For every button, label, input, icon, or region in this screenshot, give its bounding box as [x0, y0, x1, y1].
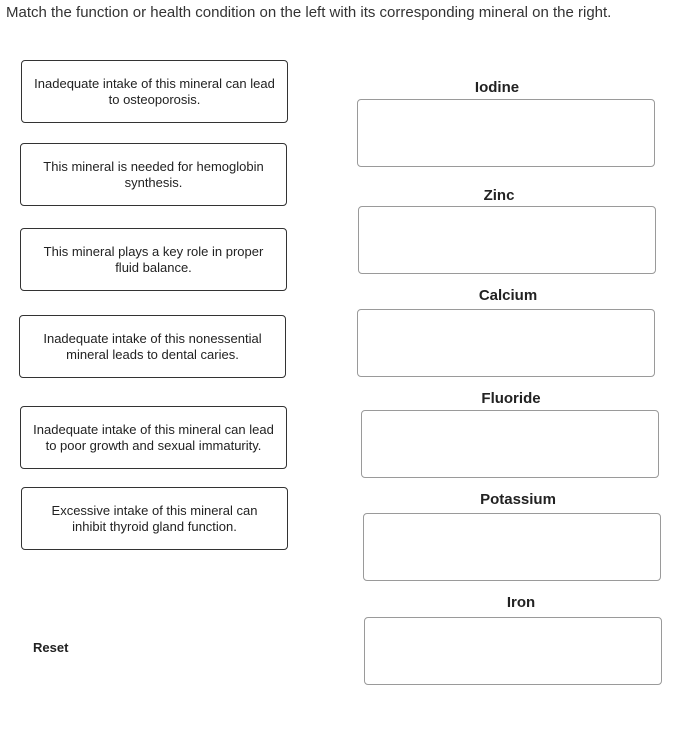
condition-card-hemoglobin[interactable] — [20, 143, 287, 206]
dropzone-calcium[interactable] — [357, 309, 655, 377]
condition-card-fluid-balance[interactable] — [20, 228, 287, 291]
mineral-label-zinc: Zinc — [483, 187, 515, 204]
condition-card-thyroid[interactable] — [21, 487, 288, 550]
condition-card-text: This mineral plays a key role in proper fluid balance. — [43, 243, 264, 275]
dropzone-iodine[interactable] — [357, 99, 655, 167]
condition-card-text: Inadequate intake of this nonessential mineral leads to dental caries. — [43, 330, 262, 362]
condition-card-text: Inadequate intake of this mineral can lead to poor growth and sexual immaturity. — [33, 421, 274, 453]
condition-card-osteoporosis[interactable] — [21, 60, 288, 123]
condition-card-text: This mineral is needed for hemoglobin synthesis. — [43, 158, 264, 190]
dropzone-fluoride[interactable] — [361, 410, 659, 478]
mineral-label-iodine: Iodine — [474, 79, 520, 96]
dropzone-iron[interactable] — [364, 617, 662, 685]
mineral-label-potassium: Potassium — [480, 491, 556, 508]
condition-card-text: Excessive intake of this mineral can inhibit thyroid gland function. — [51, 502, 258, 534]
mineral-label-calcium: Calcium — [478, 287, 538, 304]
mineral-label-iron: Iron — [506, 594, 536, 611]
mineral-label-fluoride: Fluoride — [481, 390, 541, 407]
dropzone-zinc[interactable] — [358, 206, 656, 274]
condition-card-text: Inadequate intake of this mineral can lead to osteoporosis. — [34, 75, 275, 107]
condition-card-poor-growth[interactable] — [20, 406, 287, 469]
dropzone-potassium[interactable] — [363, 513, 661, 581]
instructions-text: Match the function or health condition on the left with its corresponding mineral on the right. — [6, 4, 612, 21]
condition-card-dental-caries[interactable] — [19, 315, 286, 378]
reset-button[interactable]: Reset — [33, 640, 69, 655]
